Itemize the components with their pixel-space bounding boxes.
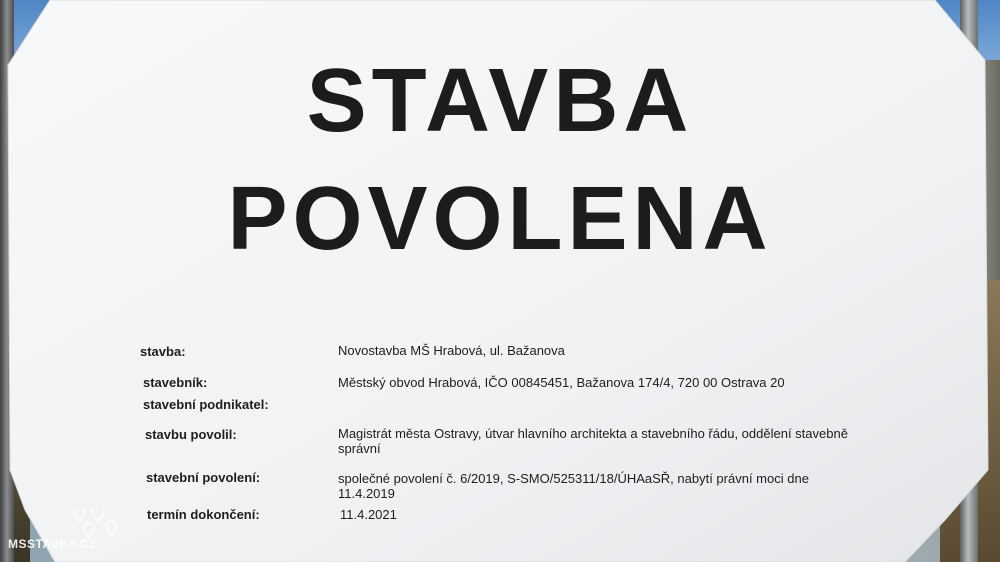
sign-title-line2: POVOLENA: [227, 169, 773, 269]
label-termin-dokonceni: termín dokončení:: [147, 507, 260, 522]
label-stavebnik: stavebník:: [143, 375, 208, 390]
watermark-text: MSSTAVBY.CZ: [8, 537, 97, 551]
label-stavbu-povolil: stavbu povolil:: [145, 427, 237, 442]
value-stavbu-povolil: Magistrát města Ostravy, útvar hlavního architekta a stavebního řádu, oddělení stavebně správní: [338, 426, 848, 456]
sign-title-line1: STAVBA: [306, 51, 694, 151]
value-termin-dokonceni: 11.4.2021: [340, 507, 397, 522]
value-stavebni-povoleni: společné povolení č. 6/2019, S-SMO/525311/18/ÚHAaSŘ, nabytí právní moci dne 11.4.2019: [338, 471, 809, 501]
label-stavebni-povoleni: stavební povolení:: [146, 470, 261, 485]
label-stavba: stavba:: [140, 344, 186, 359]
value-stavba: Novostavba MŠ Hrabová, ul. Bažanova: [338, 343, 565, 358]
label-stavebni-podnikatel: stavební podnikatel:: [143, 397, 269, 412]
value-stavebnik: Městský obvod Hrabová, IČO 00845451, Bažanova 174/4, 720 00 Ostrava 20: [338, 375, 785, 390]
